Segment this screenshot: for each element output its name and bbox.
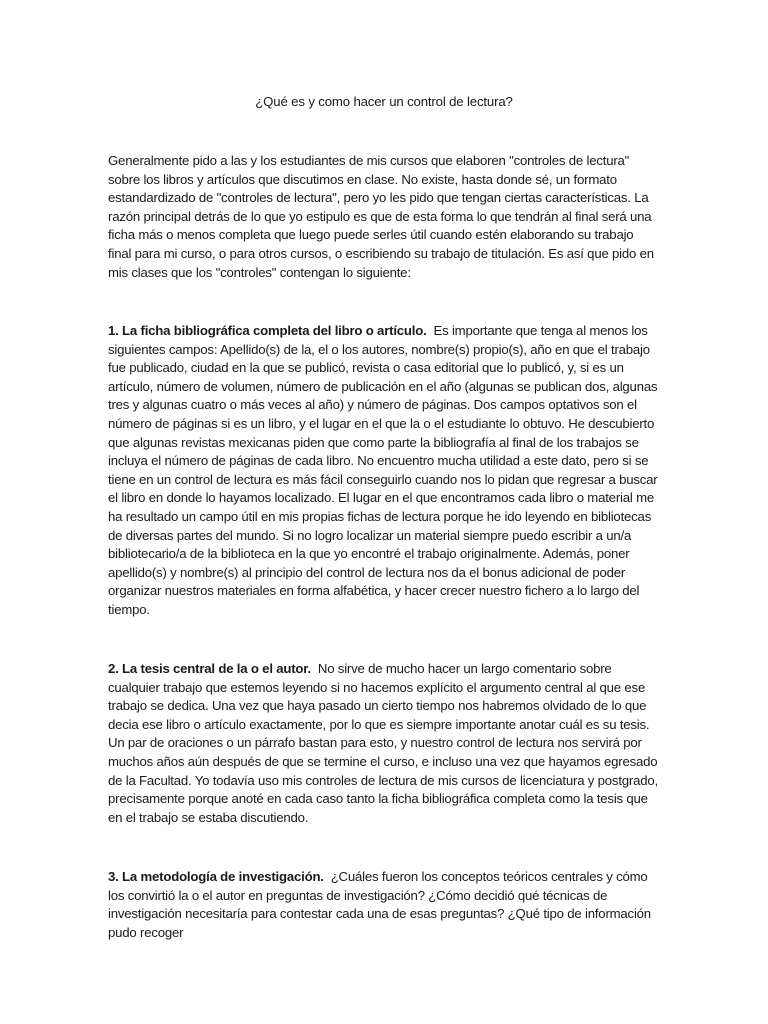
section-1-body: Es importante que tenga al menos los siguientes campos: Apellido(s) de la, el o los autores, nombre(s) propio(s), año en que el trabajo fue publicado, ciudad en la que se publicó, revista o casa editorial que lo publicó, y, si es un artículo, número de volumen, número de publicación en el año (algunas se publican dos, algunas tres y algunas cuatro o más veces al año) y número de páginas. Dos campos optativos son el número de páginas si es un libro, y el lugar en el que la o el estudiante lo obtuvo. He descubierto que algunas revistas mexicanas piden que como parte la bibliografía al final de los trabajos se incluya el número de páginas de cada libro. No encuentro mucha utilidad a este dato, pero si se tiene en un control de lectura es más fácil conseguirlo cuando nos lo pidan que regresar a buscar el libro en donde lo hayamos localizado. El lugar en el que encontramos cada libro o material me ha resultado un campo útil en mis propias fichas de lectura porque he ido leyendo en bibliotecas de diversas partes del mundo. Si no logro localizar un material siempre puedo escribir a un/a bibliotecario/a de la biblioteca en la que yo encontré el trabajo originalmente. Además, poner apellido(s) y nombre(s) al principio del control de lectura nos da el bonus adicional de poder organizar nuestros materiales en forma alfabética, y hacer crecer nuestro fichero a lo largo del tiempo. xyxy=(108,323,658,617)
intro-paragraph: Generalmente pido a las y los estudiantes de mis cursos que elaboren "controles de lectura" sobre los libros y artículos que discutimos en clase. No existe, hasta donde sé, un formato estandardizado de "controles de lectura", pero yo les pido que tengan ciertas características. La razón principal detrás de lo que yo estipulo es que de esta forma lo que tendrán al final será una ficha más o menos completa que luego puede serles útil cuando estén elaborando su trabajo final para mi curso, o para otros cursos, o escribiendo su trabajo de titulación. Es así que pido en mis clases que los "controles" contengan lo siguiente: xyxy=(108,153,654,280)
section-2-body: No sirve de mucho hacer un largo comentario sobre cualquier trabajo que estemos leyendo si no hacemos explícito el argumento central al que ese trabajo se dedica. Una vez que haya pasado un cierto tiempo nos habremos olvidado de lo que decia ese libro o artículo exactamente, por lo que es siempre importante anotar cuál es su tesis. Un par de oraciones o un párrafo bastan para esto, y nuestro control de lectura nos servirá por muchos años aún después de que se termine el curso, e incluso una vez que hayamos egresado de la Facultad. Yo todavía uso mis controles de lectura de mis cursos de licenciatura y postgrado, precisamente porque anoté en cada caso tanto la ficha bibliográfica completa como la tesis que en el trabajo se estaba discutiendo. xyxy=(108,661,658,825)
document-title: ¿Qué es y como hacer un control de lectura? xyxy=(255,94,513,109)
section-3-body: ¿Cuáles fueron los conceptos teóricos centrales y cómo los convirtió la o el autor en preguntas de investigación? ¿Cómo decidió qué técnicas de investigación necesitaría para contestar cada una de esas preguntas? ¿Qué tipo de información pudo recoger xyxy=(108,869,651,940)
section-3-heading: 3. La metodología de investigación. xyxy=(108,869,324,884)
section-3-paragraph xyxy=(108,868,660,942)
section-1-paragraph xyxy=(108,322,660,620)
section-2-paragraph xyxy=(108,660,660,827)
section-2-heading: 2. La tesis central de la o el autor. xyxy=(108,661,311,676)
section-1-heading: 1. La ficha bibliográfica completa del libro o artículo. xyxy=(108,323,427,338)
